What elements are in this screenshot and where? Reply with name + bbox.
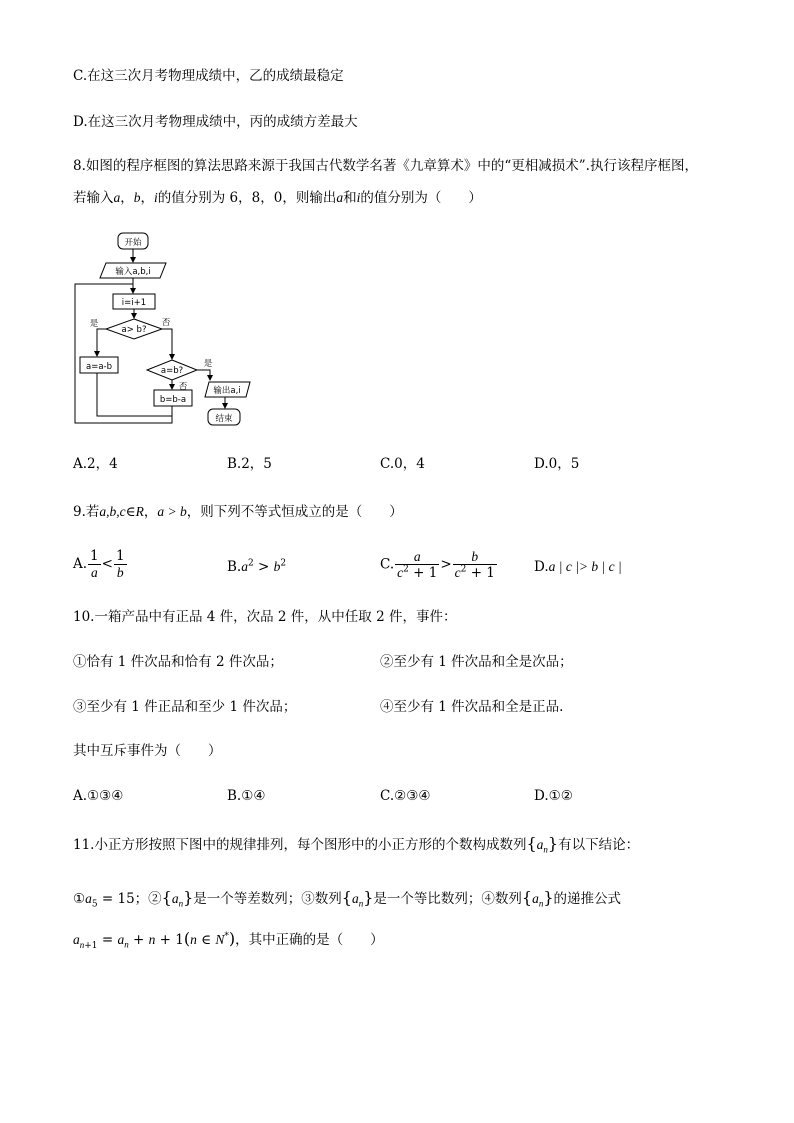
flow-input-label: 输入a,b,i: [115, 267, 151, 277]
q11-recurrence: $a_{n+1} = a_n + n + 1(n$ ∈ N*)，其中正确的是（ ）: [73, 929, 384, 951]
q10-option-b: B.①④: [227, 788, 266, 804]
q8-option-b: B.2，5: [227, 456, 272, 472]
flow-assign-b-label: b=b-a: [159, 395, 187, 405]
q10-event-2: ②至少有 1 件次品和全是次品；: [380, 654, 573, 670]
q8-option-a: A.2，4: [73, 456, 118, 472]
q8-option-c: C.0，4: [380, 456, 425, 472]
flow-cond2-yes: 是: [203, 359, 213, 369]
flow-cond1-label: a> b?: [121, 325, 147, 335]
q8-option-d: D.0，5: [534, 456, 580, 472]
flow-end-label: 结束: [215, 414, 233, 424]
flow-assign-i-label: i=i+1: [121, 298, 147, 308]
flow-start-label: 开始: [124, 238, 142, 248]
q11-conclusions: $①a_5 = 15$；$②\{a_n\}$是一个等差数列；③数列$\{a_n\}$是一个等比数列；④数列$\{a_n\}$的递推公式: [73, 888, 622, 910]
flow-cond1-yes: 是: [89, 319, 99, 329]
q10-stem: 10.一箱产品中有正品 4 件，次品 2 件，从中任取 2 件，事件：: [73, 609, 457, 625]
q10-option-d: D.①②: [534, 788, 573, 804]
q10-event-3: ③至少有 1 件正品和至少 1 件次品；: [73, 699, 297, 715]
flow-assign-a-label: a=a-b: [85, 362, 113, 372]
q9-option-c: C. $\frac{a}{c^2 + 1}$ > $\frac{b}{c^2 + 1}$: [380, 549, 495, 581]
flow-cond1-no: 否: [161, 318, 171, 328]
q10-question: 其中互斥事件为（ ）: [73, 743, 222, 759]
flow-output-label: 输出a,i: [213, 386, 241, 396]
q9-option-b: $B.a^2 > b^2$: [227, 558, 287, 575]
q10-event-1: ①恰有 1 件次品和恰有 2 件次品；: [73, 654, 283, 670]
flow-cond2-no: 否: [178, 382, 188, 392]
q9-option-a: A. $\frac{1}{a}$ < $\frac{1}{b}$: [73, 548, 125, 580]
q10-option-c: C.②③④: [380, 788, 431, 804]
q8-stem-line2: 若输入a，b，i的值分别为 6，8，0，则输出a和i的值分别为（ ）: [73, 190, 482, 206]
q9-stem: 9.若a,b,c∈R，a > b，则下列不等式恒成立的是（ ）: [73, 504, 403, 520]
q10-event-4: ④至少有 1 件次品和全是正品.: [380, 699, 564, 715]
q9-option-d: D.a | c |> b | c |: [534, 559, 622, 575]
q7-option-d: D.在这三次月考物理成绩中，丙的成绩方差最大: [73, 114, 358, 130]
flow-cond2-label: a=b?: [160, 366, 184, 376]
flowchart: [70, 228, 260, 433]
q7-option-c: C.在这三次月考物理成绩中，乙的成绩最稳定: [73, 68, 344, 84]
q10-option-a: A.①③④: [73, 788, 124, 804]
q11-stem: 11.小正方形按照下图中的规律排列，每个图形中的小正方形的个数构成数列$\{a_n\}$有以下结论：: [73, 834, 640, 855]
q8-stem-line1: 8.如图的程序框图的算法思路来源于我国古代数学名著《九章算术》中的“更相减损术”.执行该程序框图，: [73, 158, 698, 174]
